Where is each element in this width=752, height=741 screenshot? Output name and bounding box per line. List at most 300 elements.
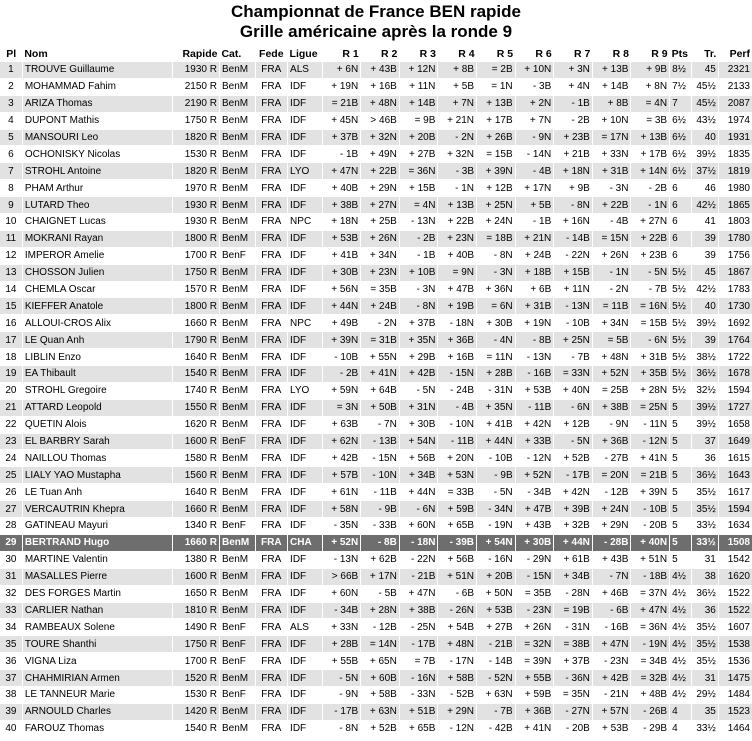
cell-tr: 40	[692, 298, 718, 315]
cell-pl: 12	[0, 247, 22, 264]
cell-pl: 29	[0, 534, 22, 551]
cell-r9: - 12N	[631, 433, 670, 450]
cell-r6: - 34B	[515, 484, 554, 501]
cell-r6: + 52N	[515, 467, 554, 484]
cell-r4: - 4B	[438, 399, 477, 416]
cell-r3: - 21B	[399, 568, 438, 585]
cell-r6: - 9N	[515, 129, 554, 146]
table-row	[0, 382, 752, 399]
cell-rapide: 1930 R	[173, 197, 220, 214]
cell-r5: + 36N	[477, 281, 516, 298]
cell-r9: - 11N	[631, 416, 670, 433]
cell-nom: LE TANNEUR Marie	[22, 686, 172, 703]
cell-r1: + 55B	[322, 653, 361, 670]
cell-ligue: IDF	[288, 484, 323, 501]
cell-r5: = 1N	[477, 78, 516, 95]
column-header-fede: Fede	[259, 48, 284, 60]
cell-r7: + 52B	[554, 450, 593, 467]
cell-pl: 28	[0, 518, 22, 535]
cell-r7: + 34B	[554, 568, 593, 585]
cell-fede: FRA	[255, 366, 288, 383]
cell-fede: FRA	[255, 382, 288, 399]
cell-perf: 1594	[718, 501, 752, 518]
cell-perf: 2321	[718, 62, 752, 78]
cell-r8: - 4B	[592, 214, 631, 231]
cell-ligue: IDF	[288, 298, 323, 315]
cell-tr: 35	[692, 703, 718, 720]
cell-r9: + 47N	[631, 602, 670, 619]
cell-r9: + 17B	[631, 146, 670, 163]
column-header-ligue: Ligue	[289, 48, 318, 60]
cell-pts: 5	[670, 501, 692, 518]
cell-r9: + 9B	[631, 62, 670, 78]
cell-pl: 25	[0, 467, 22, 484]
cell-pl: 21	[0, 399, 22, 416]
cell-r9: + 14N	[631, 163, 670, 180]
cell-ligue: IDF	[288, 230, 323, 247]
cell-r4: + 51N	[438, 568, 477, 585]
cell-fede: FRA	[255, 399, 288, 416]
cell-r4: - 10N	[438, 416, 477, 433]
cell-r7: = 19B	[554, 602, 593, 619]
cell-r5: - 19N	[477, 518, 516, 535]
cell-r1: + 33N	[322, 619, 361, 636]
cell-r1: + 38B	[322, 197, 361, 214]
cell-tr: 43½	[692, 112, 718, 129]
cell-r4: + 54B	[438, 619, 477, 636]
cell-ligue: ALS	[288, 62, 323, 78]
cell-nom: MANSOURI Leo	[22, 129, 172, 146]
cell-pts: 5	[670, 467, 692, 484]
cell-rapide: 1660 R	[173, 315, 220, 332]
table-row	[0, 467, 752, 484]
cell-nom: STROHL Antoine	[22, 163, 172, 180]
cell-cat: BenM	[219, 197, 255, 214]
cell-r8: - 2N	[592, 281, 631, 298]
table-row	[0, 686, 752, 703]
cell-pts: 5	[670, 518, 692, 535]
cell-r6: + 59B	[515, 686, 554, 703]
cell-cat: BenF	[219, 619, 255, 636]
cell-pts: 8½	[670, 62, 692, 78]
cell-r3: + 12N	[399, 62, 438, 78]
cell-rapide: 1800 R	[173, 230, 220, 247]
cell-r5: + 30B	[477, 315, 516, 332]
cell-perf: 1594	[718, 382, 752, 399]
cell-perf: 1484	[718, 686, 752, 703]
cell-r2: = 14N	[361, 636, 400, 653]
table-row	[0, 720, 752, 737]
cell-rapide: 1650 R	[173, 585, 220, 602]
cell-r9: + 23B	[631, 247, 670, 264]
table-row	[0, 315, 752, 332]
cell-r2: = 35B	[361, 281, 400, 298]
cell-tr: 35½	[692, 653, 718, 670]
cell-cat: BenM	[219, 264, 255, 281]
cell-perf: 1980	[718, 180, 752, 197]
cell-rapide: 1600 R	[173, 433, 220, 450]
cell-fede: FRA	[255, 636, 288, 653]
cell-r8: = 17N	[592, 129, 631, 146]
column-header-pl: Pl	[6, 48, 17, 60]
cell-r6: = 32N	[515, 636, 554, 653]
cell-perf: 1865	[718, 197, 752, 214]
cell-r6: - 15N	[515, 568, 554, 585]
cell-r8: + 43B	[592, 551, 631, 568]
cell-ligue: IDF	[288, 332, 323, 349]
cell-fede: FRA	[255, 686, 288, 703]
cell-r1: + 28B	[322, 636, 361, 653]
cell-pl: 7	[0, 163, 22, 180]
cell-r7: + 3N	[554, 62, 593, 78]
cell-r2: + 32N	[361, 129, 400, 146]
cell-r2: + 26N	[361, 230, 400, 247]
cell-nom: MOKRANI Rayan	[22, 230, 172, 247]
cell-r1: + 58N	[322, 501, 361, 518]
cell-r6: - 4B	[515, 163, 554, 180]
cell-ligue: IDF	[288, 247, 323, 264]
cell-tr: 39	[692, 247, 718, 264]
cell-pts: 5½	[670, 382, 692, 399]
cell-cat: BenM	[219, 670, 255, 687]
table-row	[0, 636, 752, 653]
cell-r9: + 39N	[631, 484, 670, 501]
cell-r6: + 17N	[515, 180, 554, 197]
cell-cat: BenM	[219, 399, 255, 416]
cell-r9: = 16N	[631, 298, 670, 315]
cell-rapide: 1340 R	[173, 518, 220, 535]
cell-pl: 20	[0, 382, 22, 399]
cell-r8: + 47N	[592, 636, 631, 653]
cell-r7: - 31N	[554, 619, 593, 636]
cell-cat: BenM	[219, 78, 255, 95]
cell-r7: + 9B	[554, 180, 593, 197]
cell-cat: BenM	[219, 230, 255, 247]
table-row	[0, 298, 752, 315]
cell-r6: = 35B	[515, 585, 554, 602]
cell-r8: - 9N	[592, 416, 631, 433]
cell-r8: + 57N	[592, 703, 631, 720]
cell-pts: 5	[670, 484, 692, 501]
cell-r7: - 20B	[554, 720, 593, 737]
cell-pts: 4½	[670, 602, 692, 619]
table-row	[0, 585, 752, 602]
cell-r1: + 19N	[322, 78, 361, 95]
cell-pl: 14	[0, 281, 22, 298]
cell-tr: 36	[692, 602, 718, 619]
cell-nom: ARIZA Thomas	[22, 95, 172, 112]
cell-r5: + 39N	[477, 163, 516, 180]
cell-r4: + 40B	[438, 247, 477, 264]
column-header-r2: R 2	[380, 48, 398, 60]
page-subtitle: Grille américaine après la ronde 9	[239, 22, 513, 41]
cell-r3: + 30B	[399, 416, 438, 433]
cell-cat: BenM	[219, 551, 255, 568]
cell-r3: + 11N	[399, 78, 438, 95]
cell-rapide: 1540 R	[173, 366, 220, 383]
cell-tr: 29½	[692, 686, 718, 703]
cell-r2: + 16B	[361, 78, 400, 95]
page-title: Championnat de France BEN rapide	[231, 2, 521, 21]
cell-nom: MOHAMMAD Fahim	[22, 78, 172, 95]
cell-rapide: 1660 R	[173, 534, 220, 551]
cell-cat: BenM	[219, 720, 255, 737]
cell-fede: FRA	[255, 78, 288, 95]
cell-r9: + 51N	[631, 551, 670, 568]
column-header-rapide: Rapide	[182, 48, 218, 60]
cell-r7: - 7B	[554, 349, 593, 366]
cell-perf: 1522	[718, 602, 752, 619]
cell-r5: + 17B	[477, 112, 516, 129]
cell-ligue: IDF	[288, 568, 323, 585]
cell-r4: + 32N	[438, 146, 477, 163]
cell-r6: - 12N	[515, 450, 554, 467]
cell-tr: 36½	[692, 585, 718, 602]
cell-r9: = 37N	[631, 585, 670, 602]
cell-r5: = 6N	[477, 298, 516, 315]
cell-tr: 42½	[692, 281, 718, 298]
cell-pl: 6	[0, 146, 22, 163]
cell-r7: - 17B	[554, 467, 593, 484]
cell-perf: 1727	[718, 399, 752, 416]
cell-pl: 9	[0, 197, 22, 214]
cell-perf: 1678	[718, 366, 752, 383]
cell-pts: 6	[670, 214, 692, 231]
cell-r8: + 29N	[592, 518, 631, 535]
cell-nom: DUPONT Mathis	[22, 112, 172, 129]
cell-r3: + 29B	[399, 349, 438, 366]
cell-pts: 5½	[670, 349, 692, 366]
table-header	[0, 46, 752, 62]
cell-r8: - 1N	[592, 264, 631, 281]
cell-r9: - 26B	[631, 703, 670, 720]
cell-r5: + 25N	[477, 197, 516, 214]
cell-perf: 1819	[718, 163, 752, 180]
cell-pl: 27	[0, 501, 22, 518]
cell-nom: NAILLOU Thomas	[22, 450, 172, 467]
cell-perf: 1803	[718, 214, 752, 231]
cell-r4: - 12N	[438, 720, 477, 737]
cell-cat: BenF	[219, 518, 255, 535]
cell-ligue: IDF	[288, 129, 323, 146]
cell-ligue: IDF	[288, 585, 323, 602]
cell-r5: = 15B	[477, 146, 516, 163]
cell-r2: + 27N	[361, 197, 400, 214]
cell-perf: 2087	[718, 95, 752, 112]
cell-perf: 1692	[718, 315, 752, 332]
table-row	[0, 399, 752, 416]
cell-fede: FRA	[255, 180, 288, 197]
cell-pl: 22	[0, 416, 22, 433]
cell-r3: + 60N	[399, 518, 438, 535]
table-row	[0, 230, 752, 247]
cell-r6: + 33B	[515, 433, 554, 450]
column-header-nom: Nom	[24, 48, 48, 60]
cell-r7: + 61B	[554, 551, 593, 568]
cell-r1: = 3N	[322, 399, 361, 416]
cell-r8: + 26N	[592, 247, 631, 264]
cell-pl: 34	[0, 619, 22, 636]
cell-r4: - 26N	[438, 602, 477, 619]
cell-r3: + 51B	[399, 703, 438, 720]
cell-rapide: 1540 R	[173, 720, 220, 737]
cell-fede: FRA	[255, 484, 288, 501]
cell-ligue: IDF	[288, 281, 323, 298]
cell-cat: BenM	[219, 214, 255, 231]
cell-ligue: IDF	[288, 467, 323, 484]
cell-r5: + 12B	[477, 180, 516, 197]
cell-r5: - 10B	[477, 450, 516, 467]
cell-r5: + 13B	[477, 95, 516, 112]
cell-r3: - 18N	[399, 534, 438, 551]
cell-r2: = 31B	[361, 332, 400, 349]
cell-r6: - 23N	[515, 602, 554, 619]
cell-r1: + 63B	[322, 416, 361, 433]
cell-r5: + 26B	[477, 129, 516, 146]
table-row	[0, 146, 752, 163]
cell-r2: + 62B	[361, 551, 400, 568]
cell-pl: 40	[0, 720, 22, 737]
cell-rapide: 1580 R	[173, 450, 220, 467]
cell-r8: = 5B	[592, 332, 631, 349]
cell-pl: 26	[0, 484, 22, 501]
cell-r4: - 6B	[438, 585, 477, 602]
cell-r9: = 21B	[631, 467, 670, 484]
cell-r1: - 1B	[322, 146, 361, 163]
cell-tr: 39½	[692, 315, 718, 332]
cell-r7: - 6N	[554, 399, 593, 416]
cell-ligue: IDF	[288, 518, 323, 535]
cell-rapide: 1820 R	[173, 163, 220, 180]
cell-r3: - 3N	[399, 281, 438, 298]
cell-r8: + 46B	[592, 585, 631, 602]
cell-rapide: 1550 R	[173, 399, 220, 416]
cell-fede: FRA	[255, 230, 288, 247]
cell-r1: + 60N	[322, 585, 361, 602]
cell-nom: RAMBEAUX Solene	[22, 619, 172, 636]
cell-tr: 45½	[692, 95, 718, 112]
cell-fede: FRA	[255, 518, 288, 535]
cell-nom: DES FORGES Martin	[22, 585, 172, 602]
table-row	[0, 129, 752, 146]
cell-pl: 13	[0, 264, 22, 281]
cell-r2: + 34N	[361, 247, 400, 264]
cell-cat: BenF	[219, 636, 255, 653]
cell-r1: + 18N	[322, 214, 361, 231]
cell-r2: + 58B	[361, 686, 400, 703]
table-row	[0, 534, 752, 551]
cell-pts: 5	[670, 433, 692, 450]
cell-tr: 40	[692, 129, 718, 146]
table-row	[0, 484, 752, 501]
cell-r6: + 24B	[515, 247, 554, 264]
cell-r6: + 5B	[515, 197, 554, 214]
cell-r8: = 15N	[592, 230, 631, 247]
table-row	[0, 433, 752, 450]
cell-perf: 1508	[718, 534, 752, 551]
cell-r2: + 65N	[361, 653, 400, 670]
cell-r4: + 23N	[438, 230, 477, 247]
cell-perf: 1867	[718, 264, 752, 281]
cell-nom: CHOSSON Julien	[22, 264, 172, 281]
cell-cat: BenM	[219, 146, 255, 163]
cell-ligue: LYO	[288, 382, 323, 399]
cell-perf: 1542	[718, 551, 752, 568]
cell-r1: - 10B	[322, 349, 361, 366]
cell-r1: - 5N	[322, 670, 361, 687]
cell-fede: FRA	[255, 602, 288, 619]
cell-tr: 36	[692, 450, 718, 467]
cell-ligue: IDF	[288, 95, 323, 112]
cell-r2: - 15N	[361, 450, 400, 467]
cell-r3: + 20B	[399, 129, 438, 146]
cell-r9: + 35B	[631, 366, 670, 383]
cell-r1: - 35N	[322, 518, 361, 535]
cell-r3: + 42B	[399, 366, 438, 383]
cell-r3: + 38B	[399, 602, 438, 619]
cell-r1: - 17B	[322, 703, 361, 720]
column-header-r4: R 4	[458, 48, 475, 60]
cell-r9: = 15B	[631, 315, 670, 332]
cell-pl: 5	[0, 129, 22, 146]
cell-r4: + 47B	[438, 281, 477, 298]
cell-r5: + 63N	[477, 686, 516, 703]
cell-fede: FRA	[255, 551, 288, 568]
cell-nom: VERCAUTRIN Khepra	[22, 501, 172, 518]
cell-r9: = 32B	[631, 670, 670, 687]
cell-nom: FAROUZ Thomas	[22, 720, 172, 737]
cell-r1: + 6N	[322, 62, 361, 78]
cell-nom: CARLIER Nathan	[22, 602, 172, 619]
cell-r2: + 22B	[361, 163, 400, 180]
cell-r6: - 14N	[515, 146, 554, 163]
cell-r5: + 27B	[477, 619, 516, 636]
cell-fede: FRA	[255, 281, 288, 298]
cell-r8: + 24N	[592, 501, 631, 518]
cell-r6: + 31B	[515, 298, 554, 315]
cell-r1: - 34B	[322, 602, 361, 619]
cell-pl: 37	[0, 670, 22, 687]
cell-perf: 1523	[718, 703, 752, 720]
cell-r1: + 56N	[322, 281, 361, 298]
cell-cat: BenM	[219, 349, 255, 366]
cell-r2: + 64B	[361, 382, 400, 399]
cell-cat: BenM	[219, 467, 255, 484]
cell-nom: BERTRAND Hugo	[22, 534, 172, 551]
cell-r1: + 30B	[322, 264, 361, 281]
cell-r5: - 52N	[477, 670, 516, 687]
cell-r4: + 13B	[438, 197, 477, 214]
cell-perf: 1931	[718, 129, 752, 146]
cell-rapide: 1700 R	[173, 247, 220, 264]
cell-r8: + 14B	[592, 78, 631, 95]
cell-nom: STROHL Gregoire	[22, 382, 172, 399]
cell-r8: - 6B	[592, 602, 631, 619]
cell-r1: - 2B	[322, 366, 361, 383]
cell-ligue: IDF	[288, 653, 323, 670]
cell-r5: + 35N	[477, 399, 516, 416]
cell-fede: FRA	[255, 568, 288, 585]
cell-tr: 39½	[692, 416, 718, 433]
cell-r4: + 5B	[438, 78, 477, 95]
cell-fede: FRA	[255, 349, 288, 366]
cell-fede: FRA	[255, 433, 288, 450]
column-header-tr: Tr.	[704, 48, 717, 60]
cell-perf: 1615	[718, 450, 752, 467]
cell-cat: BenM	[219, 703, 255, 720]
cell-rapide: 1530 R	[173, 686, 220, 703]
cell-r8: + 52N	[592, 366, 631, 383]
